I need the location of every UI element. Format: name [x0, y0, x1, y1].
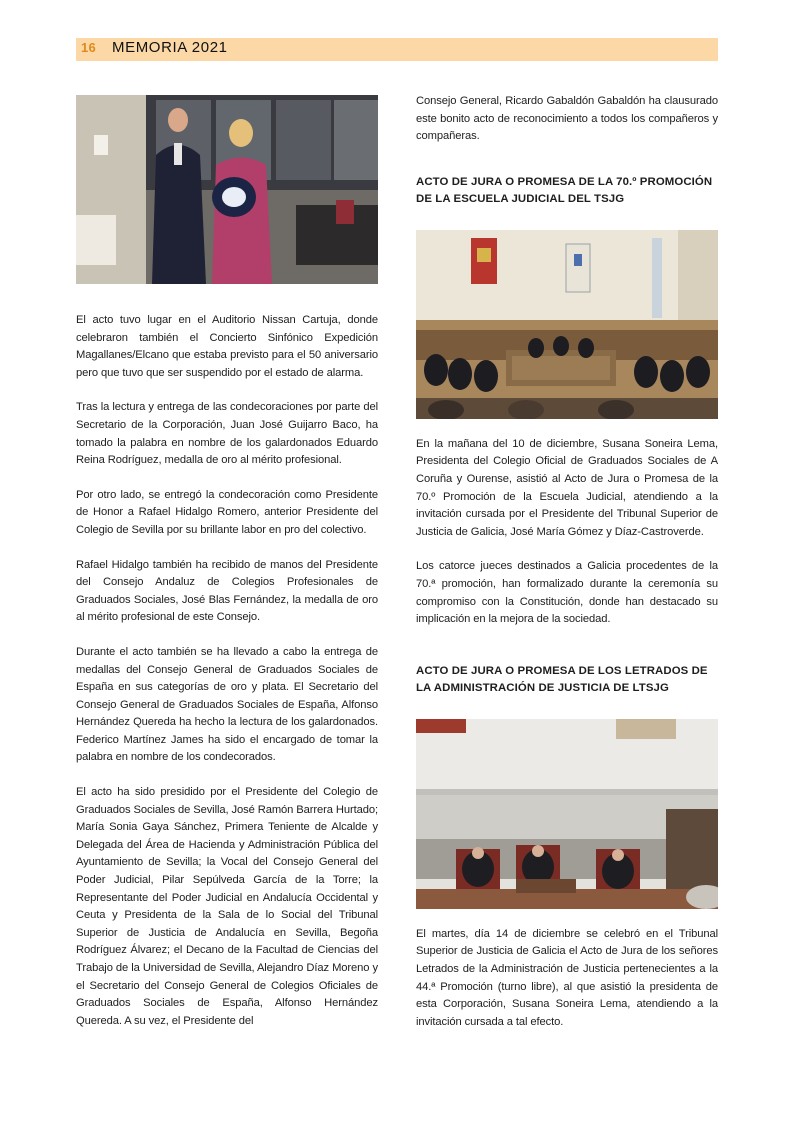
page-number: 16: [81, 40, 97, 55]
court-clerks-ceremony-photo: [416, 719, 718, 909]
paragraph: El martes, día 14 de diciembre se celebró en el Tribunal Superior de Justicia de Galicia el Acto de Jura de los señores Letrados de la Administración de Justicia pertenecientes a la 44.ª Promoción (turno libre), al que asistió la presidenta de esta Corporación, Susana Soneira Lema, atendiendo a la invitación cursada a tal efecto.: [416, 927, 718, 1028]
page-title: MEMORIA 2021: [112, 39, 228, 56]
paragraph: Durante el acto también se ha llevado a cabo la entrega de medallas del Consejo General de Graduados Sociales de España en sus categorías de oro y plata. El Secretario del Consejo General de Graduados Sociales de España, Alfonso Hernández Quereda ha hecho la lectura de los galardonados. Federico Martínez James ha sido el encargado de tomar la palabra en nombre de los condecorados.: [76, 645, 378, 764]
judicial-school-ceremony-photo: [416, 230, 718, 419]
paragraph: Los catorce jueces destinados a Galicia procedentes de la 70.ª promoción, han formalizado durante la ceremonía su compromiso con la Constitución, donde han destacado su implicación en la mejora de la sociedad.: [416, 560, 718, 626]
paragraph: En la mañana del 10 de diciembre, Susana Soneira Lema, Presidenta del Colegio Oficial de Graduados Sociales de A Coruña y Ourense, asistió al Acto de Jura o Promesa de la 70.º Promoción de la Escuela Judicial, atendiendo a la invitación cursada por el Presidente del Tribunal Superior de Justicia de Galicia, José María Gómez y Díaz-Castroverde.: [416, 437, 718, 538]
paragraph: El acto tuvo lugar en el Auditorio Nissan Cartuja, donde celebraron también el Concierto Sinfónico Expedición Magallanes/Elcano que estaba previsto para el 50 aniversario pero que tuvo que ser suspendido por el estado de alarma.: [76, 314, 378, 379]
left-column: [76, 312, 378, 1047]
section-heading: ACTO DE JURA O PROMESA DE LA 70.º PROMOCIÓN DE LA ESCUELA JUDICIAL DEL TSJG: [416, 175, 713, 205]
section-heading: ACTO DE JURA O PROMESA DE LOS LETRADOS DE LA ADMINISTRACIÓN DE JUSTICIA DE LTSJG: [416, 664, 708, 694]
paragraph: Rafael Hidalgo también ha recibido de manos del Presidente del Consejo Andaluz de Colegios Profesionales de Graduados Sociales, José Blas Fernández, la medalla de oro al mérito profesional de este Consejo.: [76, 558, 378, 624]
continuation-paragraph: Consejo General, Ricardo Gabaldón Gabaldón ha clausurado este bonito acto de reconocimiento a todos los compañeros y compañeras.: [416, 95, 718, 143]
paragraph: Por otro lado, se entregó la condecoración como Presidente de Honor a Rafael Hidalgo Romero, anterior Presidente del Colegio de Sevilla por su brillante labor en pro del colectivo.: [76, 488, 378, 536]
right-column: [416, 93, 718, 1048]
paragraph: Tras la lectura y entrega de las condecoraciones por parte del Secretario de la Corporación, Juan José Guijarro Baco, ha tomado la palabra en nombre de los galardonados Eduardo Reina Rodríguez, medalla de oro al mérito profesional.: [76, 401, 378, 467]
paragraph: El acto ha sido presidido por el Presidente del Colegio de Graduados Sociales de Sevilla, José Ramón Barrera Hurtado; María Sonia Gaya Sánchez, Primera Teniente de Alcalde y Delegada del Área de Hacienda y Administración Pública del Ayuntamiento de Sevilla; la Vocal del Consejo General del Poder Judicial, Pilar Sepúlveda García de la Torre; la Representante del Poder Judicial en Andalucía Occidental y Ceuta y Presidenta de la Sala de lo Social del Tribunal Superior de Justicia de Andalucía en Sevilla, Begoña Rodríguez Álvarez; el Decano de la Facultad de Ciencias del Trabajo de la Universidad de Sevilla, Alejandro Díaz Moreno y el Secretario del Consejo General de Colegios Oficiales de Graduados Sociales de España, Alfonso Hernández Quereda. A su vez, el Presidente del: [76, 786, 379, 1027]
award-ceremony-photo: [76, 95, 378, 284]
